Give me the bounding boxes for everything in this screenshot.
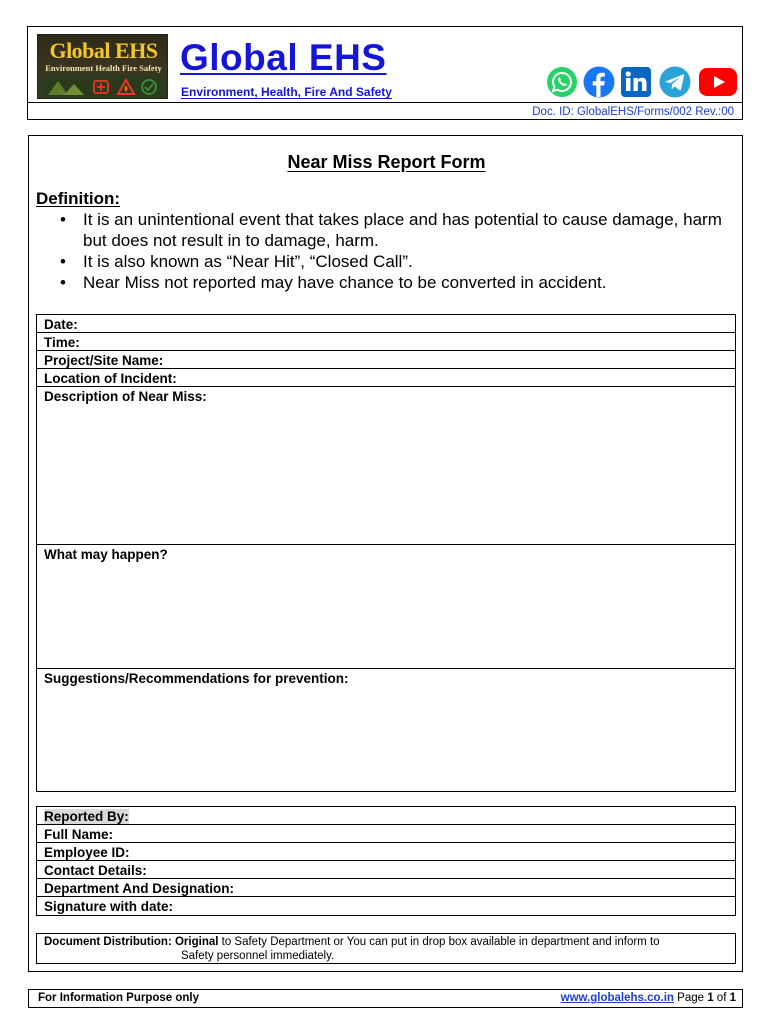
what-may-happen-field[interactable]: What may happen?	[37, 545, 735, 669]
brand-tagline: Environment, Health, Fire And Safety	[181, 85, 392, 99]
website-link[interactable]: www.globalehs.co.in	[560, 992, 674, 1004]
header-divider	[28, 102, 742, 103]
contact-details-field[interactable]: Contact Details:	[37, 861, 735, 879]
definition-item: • It is also known as “Near Hit”, “Closed Call”.	[56, 251, 736, 272]
reporter-details-table	[36, 806, 736, 916]
reported-by-heading	[37, 807, 735, 825]
incident-details-table	[36, 314, 736, 792]
time-field[interactable]: Time:	[37, 333, 735, 351]
signature-with-date-field[interactable]: Signature with date:	[44, 899, 174, 914]
page-current: 1	[707, 992, 714, 1004]
linkedin-icon[interactable]	[620, 66, 652, 98]
logo-text: Global EHS	[49, 38, 158, 63]
telegram-icon[interactable]	[659, 66, 691, 98]
date-field[interactable]: Date:	[37, 315, 735, 333]
full-name-field[interactable]: Full Name:	[37, 825, 735, 843]
form-title: Near Miss Report Form	[287, 152, 486, 172]
reported-by-label: Reported By:	[44, 809, 129, 824]
definition-list	[56, 209, 736, 293]
description-of-near-miss-field[interactable]: Description of Near Miss:	[37, 387, 735, 545]
definition-item: • It is an unintentional event that takes place and has potential to cause damage, harm but does not result in to damage, harm.	[56, 209, 736, 251]
definition-item: • Near Miss not reported may have chance to be converted in accident.	[56, 272, 736, 293]
definition-heading: Definition:	[36, 189, 121, 208]
document-id: Doc. ID: GlobalEHS/Forms/002 Rev.:00	[532, 106, 734, 118]
global-ehs-logo	[37, 34, 168, 99]
document-header	[27, 26, 743, 120]
youtube-icon[interactable]	[698, 66, 738, 98]
page-total: 1	[729, 992, 736, 1004]
department-designation-field[interactable]: Department And Designation:	[37, 879, 735, 897]
whatsapp-icon[interactable]	[546, 66, 578, 98]
page-of: of	[713, 992, 730, 1004]
distribution-text-1: to Safety Department or You can put in drop box available in department and inform to	[218, 936, 660, 948]
near-miss-form	[28, 135, 743, 972]
location-of-incident-field[interactable]: Location of Incident:	[37, 369, 735, 387]
suggestions-recommendations-field[interactable]: Suggestions/Recommendations for prevention:	[44, 671, 349, 686]
distribution-text-2: Safety personnel immediately.	[181, 950, 335, 962]
document-distribution-note	[36, 933, 736, 964]
distribution-label: Document Distribution:	[44, 936, 172, 948]
footer-disclaimer: For Information Purpose only	[38, 992, 200, 1004]
project-site-name-field[interactable]: Project/Site Name:	[37, 351, 735, 369]
page-label: Page	[673, 992, 708, 1004]
document-footer	[28, 989, 743, 1008]
logo-subtext: Environment Health Fire Safety	[45, 63, 162, 73]
logo-emblem-icons	[44, 75, 163, 97]
distribution-original: Original	[174, 936, 219, 948]
footer-page-info	[561, 990, 736, 1007]
brand-name: Global EHS	[180, 37, 387, 78]
employee-id-field[interactable]: Employee ID:	[37, 843, 735, 861]
facebook-icon[interactable]	[583, 66, 615, 98]
